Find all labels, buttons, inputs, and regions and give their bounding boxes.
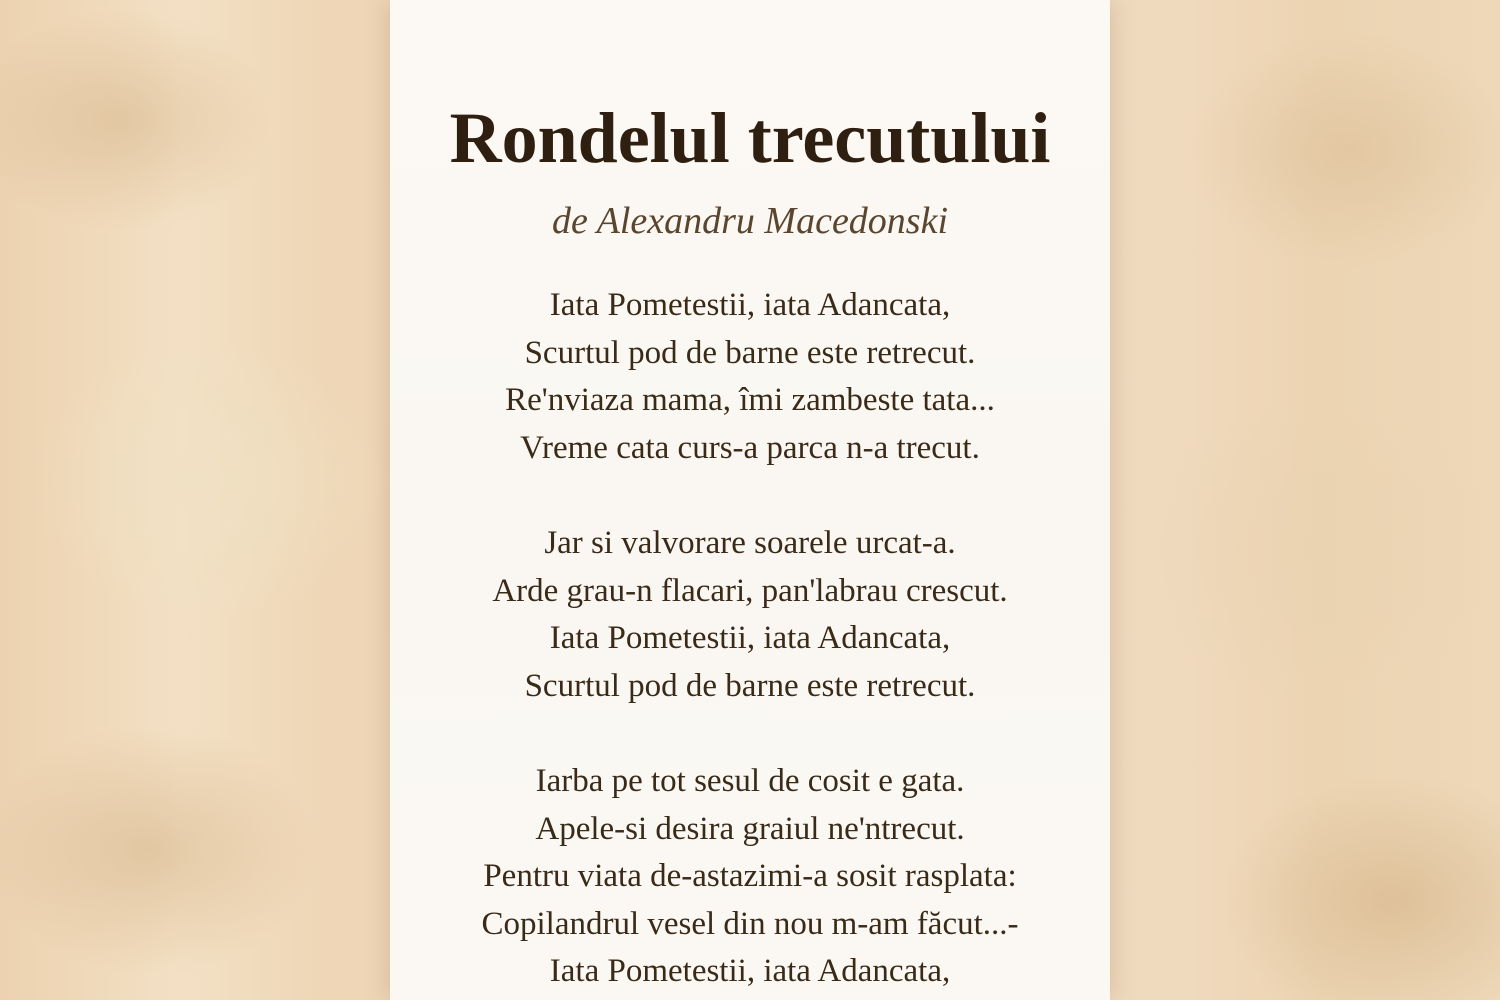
poem-line: Iata Pometestii, iata Adancata,	[549, 953, 951, 990]
poem-body	[390, 282, 1110, 990]
poem-line: Re'nviaza mama, îmi zambeste tata...	[505, 382, 995, 419]
poem-page	[390, 0, 1110, 1000]
poem-line: Copilandrul vesel din nou m-am făcut...-	[481, 905, 1019, 942]
poem-line: Jar si valvorare soarele urcat-a.	[544, 524, 956, 561]
poem-line: Scurtul pod de barne este retrecut.	[524, 667, 976, 704]
poem-line: Iata Pometestii, iata Adancata,	[549, 287, 951, 323]
poem-title: Rondelul trecutului	[449, 98, 1051, 178]
poem-line: Iata Pometestii, iata Adancata,	[549, 620, 951, 657]
poem-line: Iarba pe tot sesul de cosit e gata.	[535, 762, 965, 799]
poem-line: Scurtul pod de barne este retrecut.	[524, 334, 976, 371]
poem-author: de Alexandru Macedonski	[551, 200, 949, 242]
poem-line: Arde grau-n flacari, pan'labrau crescut.	[492, 572, 1008, 609]
stanza-1	[390, 282, 1110, 472]
stanza-3	[390, 758, 1110, 996]
stanza-2	[390, 520, 1110, 710]
poem-line: Pentru viata de-astazimi-a sosit rasplata:	[483, 858, 1017, 895]
poem-line: Vreme cata curs-a parca n-a trecut.	[520, 429, 980, 466]
poem-line: Apele-si desira graiul ne'ntrecut.	[535, 810, 965, 847]
